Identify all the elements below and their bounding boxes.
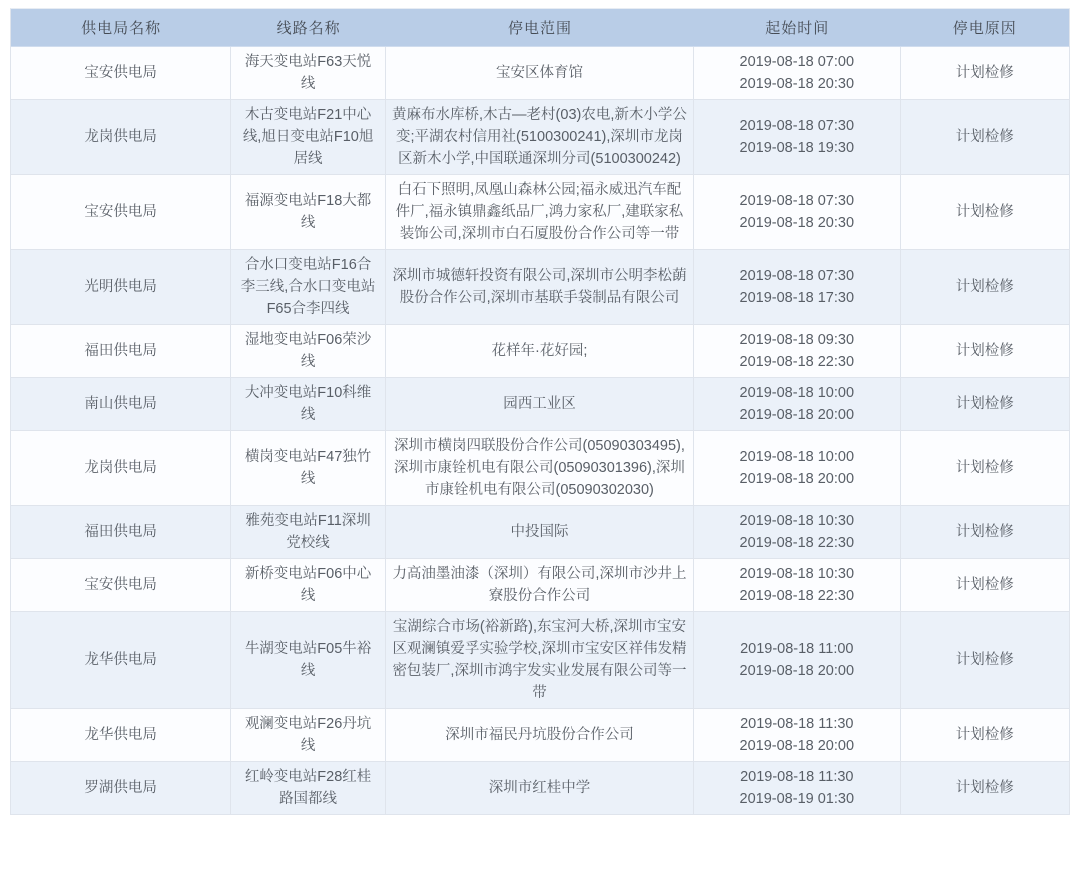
cell-scope: 深圳市红桂中学 [386,762,694,815]
cell-scope: 花样年·花好园; [386,325,694,378]
cell-time [694,100,901,175]
cell-scope: 宝安区体育馆 [386,47,694,100]
cell-line: 横岗变电站F47独竹线 [231,431,386,506]
cell-line: 雅苑变电站F11深圳党校线 [231,506,386,559]
start-time: 2019-08-18 07:30 [739,268,855,284]
cell-scope: 黄麻布水库桥,木古—老村(03)农电,新木小学公变;平湖农村信用社(5100300241),深圳市龙岗区新木小学,中国联通深圳分司(5100300242) [386,100,694,175]
start-time: 2019-08-18 11:30 [740,769,854,785]
end-time: 2019-08-18 20:00 [739,663,855,679]
cell-reason: 计划检修 [901,250,1070,325]
cell-reason: 计划检修 [901,612,1070,709]
cell-line: 合水口变电站F16合李三线,合水口变电站F65合李四线 [231,250,386,325]
table-row [11,250,1070,325]
cell-reason: 计划检修 [901,559,1070,612]
cell-line: 大冲变电站F10科维线 [231,378,386,431]
cell-time [694,431,901,506]
col-header-time: 起始时间 [694,9,901,47]
table-row [11,325,1070,378]
cell-scope: 力高油墨油漆（深圳）有限公司,深圳市沙井上寮股份合作公司 [386,559,694,612]
start-time: 2019-08-18 10:00 [739,385,855,401]
start-time: 2019-08-18 11:30 [740,716,854,732]
cell-time [694,506,901,559]
cell-time [694,250,901,325]
cell-line: 湿地变电站F06荣沙线 [231,325,386,378]
end-time: 2019-08-18 22:30 [739,588,855,604]
end-time: 2019-08-18 22:30 [739,535,855,551]
col-header-line: 线路名称 [231,9,386,47]
cell-reason: 计划检修 [901,762,1070,815]
col-header-reason: 停电原因 [901,9,1070,47]
cell-bureau: 宝安供电局 [11,47,231,100]
end-time: 2019-08-19 01:30 [739,791,855,807]
end-time: 2019-08-18 20:00 [739,738,855,754]
table-row [11,709,1070,762]
end-time: 2019-08-18 20:00 [739,407,855,423]
cell-time [694,559,901,612]
cell-scope: 宝湖综合市场(裕新路),东宝河大桥,深圳市宝安区观澜镇爱孚实验学校,深圳市宝安区祥伟发精密包装厂,深圳市鸿宇发实业发展有限公司等一带 [386,612,694,709]
start-time: 2019-08-18 10:30 [739,513,855,529]
cell-reason: 计划检修 [901,47,1070,100]
cell-line: 木古变电站F21中心线,旭日变电站F10旭居线 [231,100,386,175]
table-row [11,559,1070,612]
cell-time [694,378,901,431]
cell-bureau: 福田供电局 [11,506,231,559]
cell-reason: 计划检修 [901,175,1070,250]
start-time: 2019-08-18 11:00 [740,641,854,657]
cell-time [694,175,901,250]
end-time: 2019-08-18 20:00 [739,471,855,487]
cell-scope: 园西工业区 [386,378,694,431]
power-outage-table [10,8,1070,815]
table-body [11,47,1070,815]
end-time: 2019-08-18 20:30 [739,215,855,231]
cell-scope: 深圳市城德轩投资有限公司,深圳市公明李松蓢股份合作公司,深圳市基联手袋制品有限公司 [386,250,694,325]
cell-scope: 白石下照明,凤凰山森林公园;福永威迅汽车配件厂,福永镇鼎鑫纸品厂,鸿力家私厂,建联家私装饰公司,深圳市白石厦股份合作公司等一带 [386,175,694,250]
cell-bureau: 南山供电局 [11,378,231,431]
cell-time [694,612,901,709]
start-time: 2019-08-18 10:30 [739,566,855,582]
cell-line: 红岭变电站F28红桂路国都线 [231,762,386,815]
start-time: 2019-08-18 07:00 [739,54,855,70]
cell-reason: 计划检修 [901,378,1070,431]
start-time: 2019-08-18 10:00 [739,449,855,465]
table-row [11,175,1070,250]
end-time: 2019-08-18 22:30 [739,354,855,370]
cell-scope: 深圳市福民丹坑股份合作公司 [386,709,694,762]
end-time: 2019-08-18 17:30 [739,290,855,306]
start-time: 2019-08-18 07:30 [739,193,855,209]
cell-bureau: 龙岗供电局 [11,100,231,175]
cell-time [694,325,901,378]
end-time: 2019-08-18 19:30 [739,140,855,156]
cell-reason: 计划检修 [901,506,1070,559]
table-row [11,762,1070,815]
cell-bureau: 宝安供电局 [11,175,231,250]
cell-reason: 计划检修 [901,100,1070,175]
cell-bureau: 龙华供电局 [11,709,231,762]
table-row [11,612,1070,709]
cell-line: 观澜变电站F26丹坑线 [231,709,386,762]
cell-bureau: 光明供电局 [11,250,231,325]
cell-line: 福源变电站F18大都线 [231,175,386,250]
table-header [11,9,1070,47]
cell-bureau: 宝安供电局 [11,559,231,612]
cell-scope: 深圳市横岗四联股份合作公司(05090303495),深圳市康铨机电有限公司(05090301396),深圳市康铨机电有限公司(05090302030) [386,431,694,506]
col-header-bureau: 供电局名称 [11,9,231,47]
cell-bureau: 福田供电局 [11,325,231,378]
cell-bureau: 龙华供电局 [11,612,231,709]
cell-time [694,762,901,815]
cell-line: 新桥变电站F06中心线 [231,559,386,612]
table-row [11,378,1070,431]
cell-line: 牛湖变电站F05牛裕线 [231,612,386,709]
table-row [11,100,1070,175]
cell-line: 海天变电站F63天悦线 [231,47,386,100]
end-time: 2019-08-18 20:30 [739,76,855,92]
cell-bureau: 罗湖供电局 [11,762,231,815]
cell-reason: 计划检修 [901,709,1070,762]
table-row [11,47,1070,100]
cell-scope: 中投国际 [386,506,694,559]
cell-time [694,709,901,762]
start-time: 2019-08-18 09:30 [739,332,855,348]
cell-reason: 计划检修 [901,325,1070,378]
start-time: 2019-08-18 07:30 [739,118,855,134]
table-row [11,431,1070,506]
cell-bureau: 龙岗供电局 [11,431,231,506]
header-row [11,9,1070,47]
cell-reason: 计划检修 [901,431,1070,506]
cell-time [694,47,901,100]
table-row [11,506,1070,559]
col-header-scope: 停电范围 [386,9,694,47]
